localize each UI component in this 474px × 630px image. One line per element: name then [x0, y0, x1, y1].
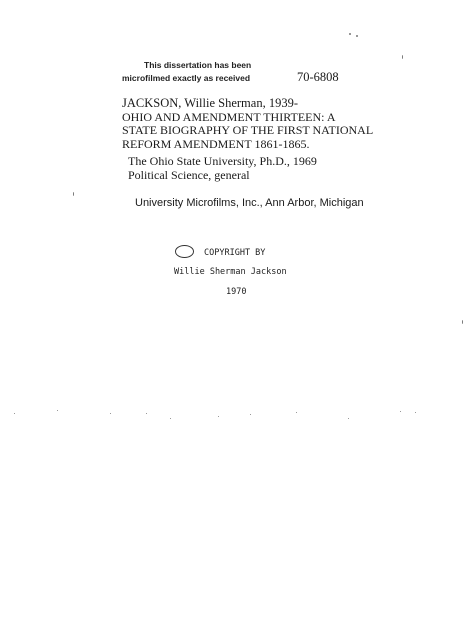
scan-speck — [218, 416, 219, 417]
scan-speck — [349, 33, 351, 35]
microfilm-notice — [122, 59, 251, 85]
scan-speck — [415, 412, 416, 413]
scan-speck — [170, 418, 171, 419]
title-line-2: STATE BIOGRAPHY OF THE FIRST NATIONAL — [122, 123, 374, 137]
institution-block — [128, 154, 317, 182]
title-line-1: OHIO AND AMENDMENT THIRTEEN: A — [122, 109, 336, 124]
dissertation-citation — [122, 97, 373, 151]
scan-speck — [110, 413, 111, 414]
notice-line-1: This dissertation has been — [144, 60, 252, 70]
scan-speck — [356, 35, 358, 37]
copyright-symbol-icon — [175, 245, 194, 258]
scan-speck — [462, 320, 463, 324]
scan-speck — [57, 410, 58, 411]
university-degree: The Ohio State University, Ph.D., 1969 — [128, 154, 317, 168]
scan-speck — [14, 413, 15, 414]
scan-speck — [146, 413, 147, 414]
publisher-line: University Microfilms, Inc., Ann Arbor, Michigan — [135, 197, 364, 209]
scan-speck — [400, 411, 401, 412]
order-number: 70-6808 — [297, 70, 339, 84]
copyright-year: 1970 — [226, 287, 247, 297]
scan-speck — [348, 418, 349, 419]
copyright-label: COPYRIGHT BY — [204, 248, 266, 258]
scan-speck — [73, 192, 74, 196]
copyright-notice — [175, 246, 265, 259]
subject-field: Political Science, general — [128, 168, 250, 182]
scan-speck — [402, 55, 403, 59]
scan-speck — [250, 414, 251, 415]
copyright-holder: Willie Sherman Jackson — [174, 267, 287, 277]
author-line: JACKSON, Willie Sherman, 1939- — [122, 96, 298, 110]
title-line-3: REFORM AMENDMENT 1861-1865. — [122, 136, 310, 151]
notice-line-2: microfilmed exactly as received — [122, 73, 251, 83]
scan-speck — [296, 412, 297, 413]
